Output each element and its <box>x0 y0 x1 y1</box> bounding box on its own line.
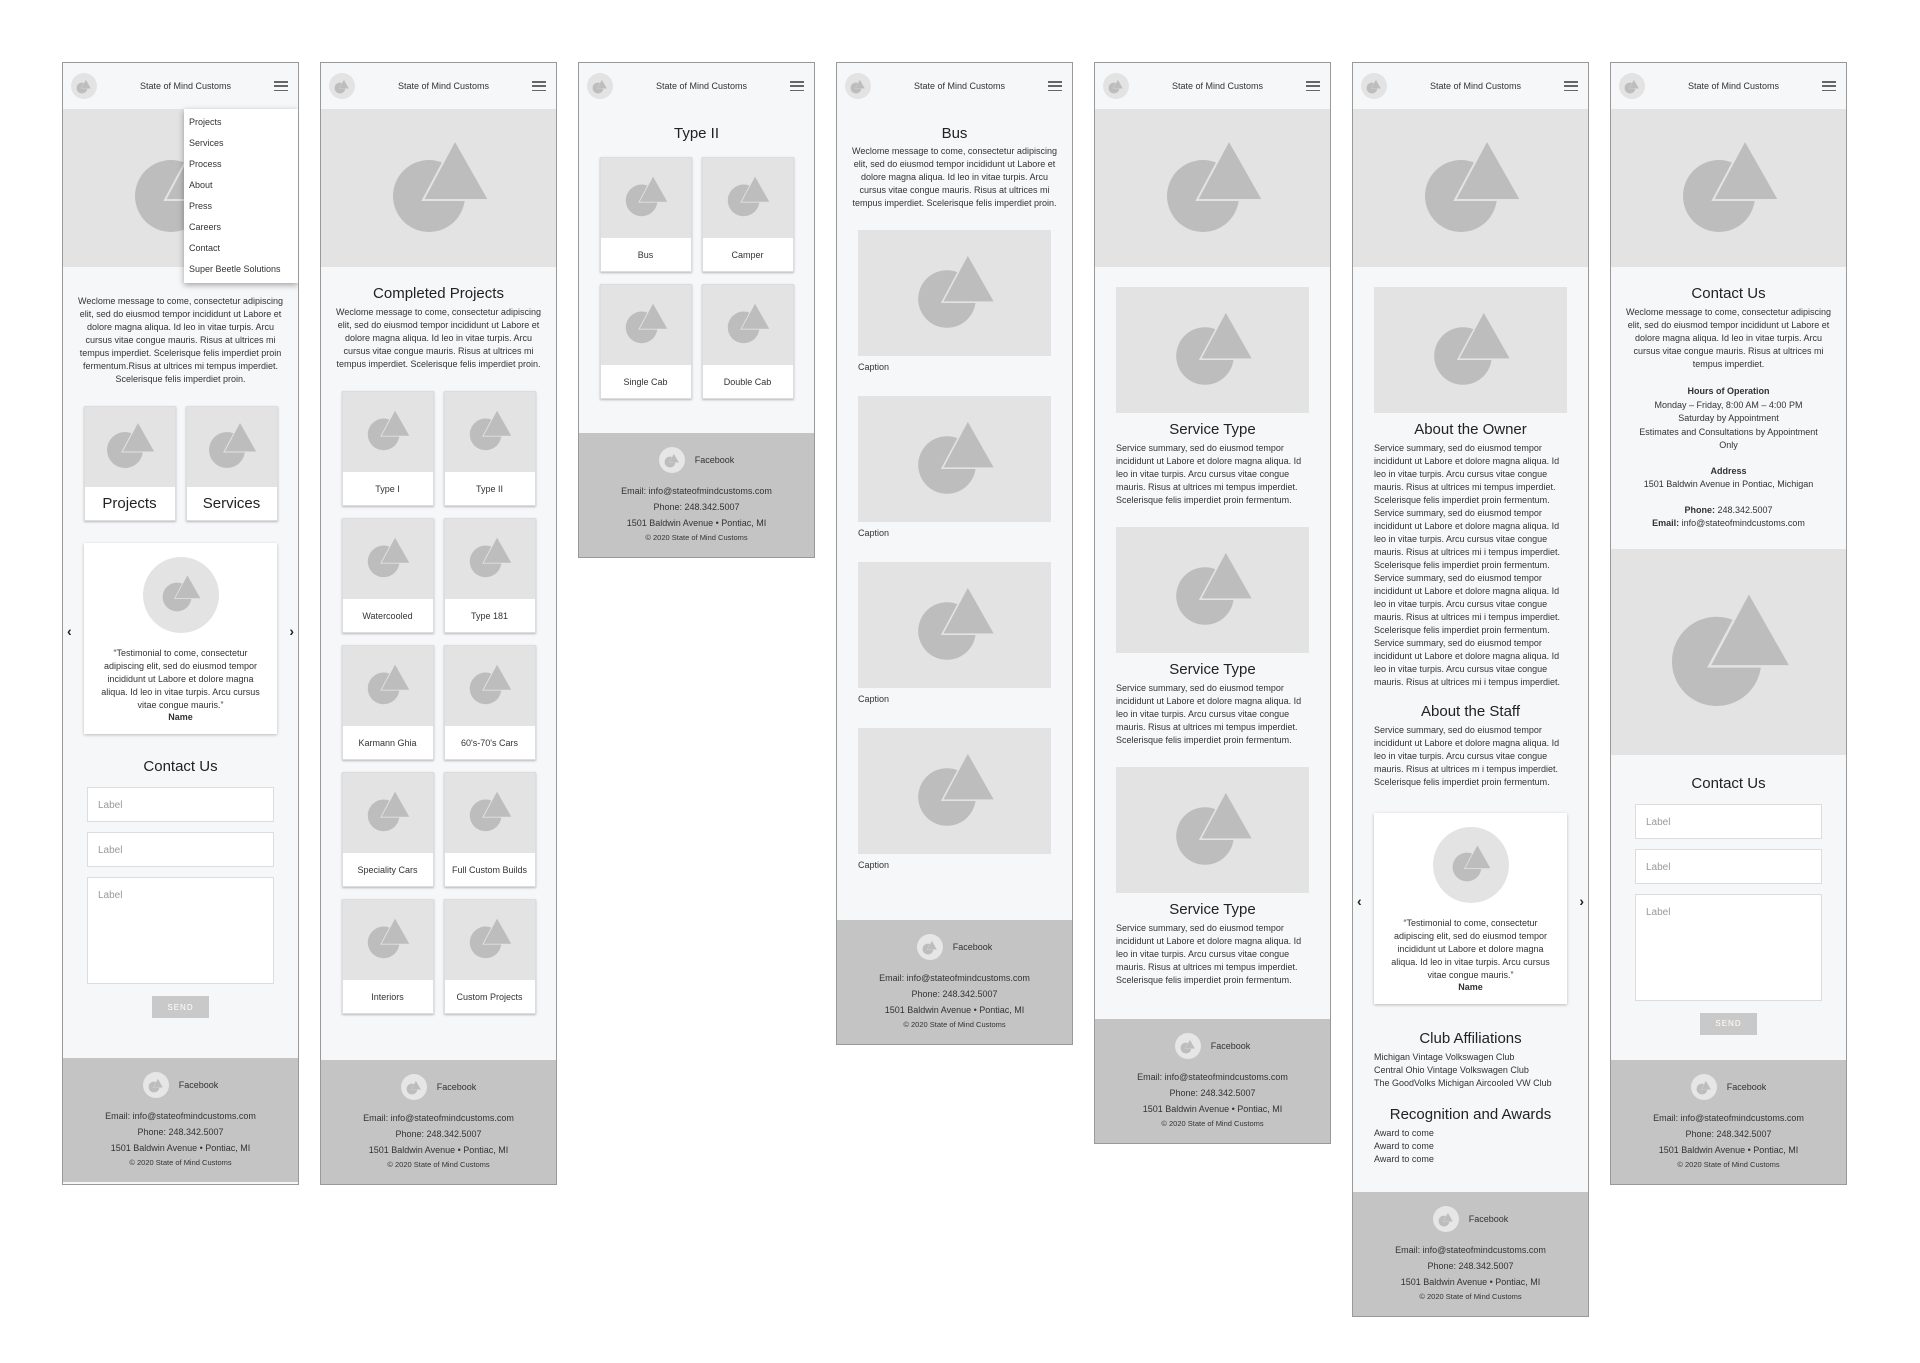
footer-copyright: © 2020 State of Mind Customs <box>1161 1119 1264 1128</box>
testimonial-card <box>84 543 277 734</box>
logo-icon[interactable] <box>845 73 871 99</box>
nav-item-contact[interactable]: Contact <box>189 243 221 253</box>
footer-email[interactable]: Email: info@stateofmindcustoms.com <box>1137 1072 1288 1082</box>
placeholder-image-icon <box>366 408 410 457</box>
facebook-link[interactable]: Facebook <box>178 1080 219 1090</box>
prev-arrow-icon[interactable]: ‹ <box>1357 893 1362 909</box>
facebook-link[interactable]: Facebook <box>1210 1041 1251 1051</box>
hamburger-menu-icon[interactable] <box>790 81 804 91</box>
placeholder-image-icon <box>1173 308 1253 393</box>
placeholder-image-icon <box>366 916 410 965</box>
placeholder-image-icon <box>915 251 995 336</box>
map-image <box>1611 549 1846 755</box>
project-card[interactable]: Karmann Ghia <box>342 645 434 760</box>
footer-address: 1501 Baldwin Avenue • Pontiac, MI <box>884 1005 1025 1015</box>
clubs-list <box>1353 1051 1588 1090</box>
club-item: Central Ohio Vintage Volkswagen Club <box>1374 1065 1529 1075</box>
awards-heading: Recognition and Awards <box>1389 1106 1552 1123</box>
project-card[interactable]: Full Custom Builds <box>444 772 536 887</box>
site-title: State of Mind Customs <box>655 81 748 91</box>
facebook-icon[interactable] <box>917 934 943 960</box>
nav-item-super-beetle[interactable]: Super Beetle Solutions <box>189 264 281 274</box>
intro-text: Weclome message to come, consectetur adipiscing elit, sed do eiusmod tempor incididunt ut Labore et dolore magna aliqua. Id leo in vitae turpis. Arcu cursus vitae congue mauris. Risus at ultrices mi tempus imperdiet. Scelerisque felis imperdiet proin. <box>336 307 541 369</box>
placeholder-image-icon <box>207 420 257 475</box>
nav-dropdown <box>184 109 298 283</box>
frame-projects <box>320 62 557 1185</box>
service-heading: Service Type <box>1169 421 1256 438</box>
placeholder-image-icon <box>1173 548 1253 633</box>
placeholder-image-icon <box>915 417 995 502</box>
footer-copyright: © 2020 State of Mind Customs <box>645 533 748 542</box>
hero-image <box>1611 109 1846 267</box>
facebook-icon[interactable] <box>1175 1033 1201 1059</box>
placeholder-image-icon <box>726 301 770 350</box>
frame-type-ii <box>578 62 815 558</box>
send-button[interactable]: SEND <box>152 996 209 1018</box>
next-arrow-icon[interactable]: › <box>289 623 294 639</box>
header <box>579 63 814 109</box>
footer-phone: Phone: 248.342.5007 <box>911 989 998 999</box>
service-heading: Service Type <box>1169 901 1256 918</box>
footer-email[interactable]: Email: info@stateofmindcustoms.com <box>363 1113 514 1123</box>
contact-heading: Contact Us <box>143 758 218 775</box>
owner-text: Service summary, sed do eiusmod tempor incididunt ut Labore et dolore magna aliqua. Id leo in vitae turpis. Arcu cursus vitae congue mauris. Risus at ultrices mi tempus imperdiet. Scelerisque felis imperdiet proin fermentum. Service summary, sed do eiusmod tempor incididunt ut Labore et dolore magna aliqua. Id leo in vitae turpis. Arcu cursus vitae congue mauris. Risus at ultrices mi i tempus imperdiet. Scelerisque felis imperdiet proin fermentum. Service summary, sed do eiusmod tempor incididunt ut Labore et dolore magna aliqua. Id leo in vitae turpis. Arcu cursus vitae congue mauris. Risus at ultrices mi i tempus imperdiet. Scelerisque felis imperdiet proin fermentum. Service summary, sed do eiusmod tempor incididunt ut Labore et dolore magna aliqua. Id leo in vitae turpis. Arcu cursus vitae congue mauris. Risus at ultrices mi i tempus imperdiet. <box>1374 443 1561 687</box>
project-card[interactable]: Watercooled <box>342 518 434 633</box>
nav-item-projects[interactable]: Projects <box>189 117 222 127</box>
image-caption: Caption <box>858 362 890 372</box>
placeholder-image-icon <box>468 916 512 965</box>
testimonial-name: Name <box>168 712 193 722</box>
hamburger-menu-icon[interactable] <box>532 81 546 91</box>
footer-copyright: © 2020 State of Mind Customs <box>387 1160 490 1169</box>
footer-address: 1501 Baldwin Avenue • Pontiac, MI <box>1400 1277 1541 1287</box>
header <box>1611 63 1846 109</box>
model-card[interactable]: Camper <box>702 157 794 272</box>
nav-item-about[interactable]: About <box>189 180 213 190</box>
site-title: State of Mind Customs <box>1687 81 1780 91</box>
site-title: State of Mind Customs <box>913 81 1006 91</box>
address-heading: Address <box>1710 465 1747 476</box>
page-title: Completed Projects <box>373 285 504 302</box>
header <box>837 63 1072 109</box>
contact-message-field[interactable]: Label <box>1635 894 1822 1001</box>
testimonial-text: “Testimonial to come, consectetur adipiscing elit, sed do eiusmod tempor incididunt ut Labore et dolore magna aliqua. Id leo in vitae turpis. Arcu cursus vitae congue mauris.” <box>1391 918 1550 980</box>
placeholder-image-icon <box>915 749 995 834</box>
project-card[interactable]: Custom Projects <box>444 899 536 1014</box>
intro-text: Weclome message to come, consectetur adipiscing elit, sed do eiusmod tempor incididunt ut Labore et dolore magna aliqua. Id leo in vitae turpis. Arcu cursus vitae congue mauris. Risus at ultrices mi tempus imperdiet. Scelerisque felis imperdiet proin. <box>852 146 1057 208</box>
gallery-image[interactable] <box>858 396 1051 522</box>
page-title: Bus <box>941 125 968 142</box>
hero-image <box>1095 109 1330 267</box>
placeholder-image-icon <box>1679 136 1779 241</box>
service-summary: Service summary, sed do eiusmod tempor incididunt ut Labore et dolore magna aliqua. Id leo in vitae turpis. Arcu cursus vitae congue mauris. Risus at ultrices mi tempus imperdiet. Scelerisque felis imperdiet proin fermentum. <box>1116 923 1302 985</box>
site-title: State of Mind Customs <box>397 81 490 91</box>
service-heading: Service Type <box>1169 661 1256 678</box>
project-card[interactable]: Type II <box>444 391 536 506</box>
footer <box>837 920 1072 1044</box>
service-image <box>1116 287 1309 413</box>
nav-item-process[interactable]: Process <box>189 159 222 169</box>
page-title: Type II <box>673 125 720 142</box>
placeholder-image-icon <box>468 408 512 457</box>
club-item: Michigan Vintage Volkswagen Club <box>1374 1052 1515 1062</box>
logo-icon[interactable] <box>1361 73 1387 99</box>
hours-heading: Hours of Operation <box>1687 386 1770 396</box>
placeholder-image-icon <box>726 174 770 223</box>
placeholder-image-icon <box>1451 843 1491 888</box>
services-card[interactable]: Services <box>186 406 278 521</box>
frame-bus <box>836 62 1073 1045</box>
testimonial-name: Name <box>1458 982 1483 992</box>
contact-field-1[interactable]: Label <box>87 787 274 822</box>
hero-image <box>321 109 556 267</box>
placeholder-image-icon <box>624 301 668 350</box>
owner-photo <box>1374 287 1567 413</box>
contact-field-2[interactable]: Label <box>87 832 274 867</box>
clubs-heading: Club Affiliations <box>1419 1030 1522 1047</box>
placeholder-image-icon <box>366 662 410 711</box>
footer <box>1095 1019 1330 1143</box>
placeholder-image-icon <box>915 583 995 668</box>
footer <box>1353 1192 1588 1316</box>
footer-phone: Phone: 248.342.5007 <box>1169 1088 1256 1098</box>
placeholder-image-icon <box>389 136 489 241</box>
placeholder-image-icon <box>468 662 512 711</box>
placeholder-image-icon <box>1163 136 1263 241</box>
footer-copyright: © 2020 State of Mind Customs <box>129 1158 232 1167</box>
staff-text: Service summary, sed do eiusmod tempor incididunt ut Labore et dolore magna aliqua. Id leo in vitae turpis. Arcu cursus vitae congue mauris. Risus at ultrices m i tempus imperdiet. Scelerisque felis imperdiet proin fermentum. <box>1374 725 1560 787</box>
placeholder-image-icon <box>468 535 512 584</box>
footer-address: 1501 Baldwin Avenue • Pontiac, MI <box>626 518 767 528</box>
facebook-icon[interactable] <box>1691 1074 1717 1100</box>
header <box>1095 63 1330 109</box>
address-block <box>1611 465 1846 492</box>
footer-email[interactable]: Email: info@stateofmindcustoms.com <box>879 973 1030 983</box>
footer <box>321 1060 556 1184</box>
footer-email[interactable]: Email: info@stateofmindcustoms.com <box>1653 1113 1804 1123</box>
footer <box>1611 1060 1846 1184</box>
award-item: Award to come <box>1374 1141 1434 1151</box>
hamburger-menu-icon[interactable] <box>1048 81 1062 91</box>
service-image <box>1116 767 1309 893</box>
footer-copyright: © 2020 State of Mind Customs <box>903 1020 1006 1029</box>
gallery-image[interactable] <box>858 562 1051 688</box>
facebook-icon[interactable] <box>143 1072 169 1098</box>
frame-home <box>62 62 299 1185</box>
awards-list <box>1353 1127 1588 1166</box>
site-title: State of Mind Customs <box>139 81 232 91</box>
gallery-image[interactable] <box>858 230 1051 356</box>
placeholder-image-icon <box>366 535 410 584</box>
contact-heading: Contact Us <box>1691 774 1766 792</box>
club-item: The GoodVolks Michigan Aircooled VW Club <box>1374 1078 1552 1088</box>
contact-field-1[interactable]: Label <box>1635 804 1822 839</box>
facebook-link[interactable]: Facebook <box>1468 1214 1509 1224</box>
phone-label: Phone: <box>1684 504 1715 515</box>
image-caption: Caption <box>858 860 890 870</box>
facebook-link[interactable]: Facebook <box>694 455 735 465</box>
project-card[interactable]: 60's-70's Cars <box>444 645 536 760</box>
footer-phone: Phone: 248.342.5007 <box>1427 1261 1514 1271</box>
hours-line: Saturday by Appointment <box>1678 413 1779 423</box>
facebook-link[interactable]: Facebook <box>436 1082 477 1092</box>
nav-item-careers[interactable]: Careers <box>189 222 222 232</box>
address-text: 1501 Baldwin Avenue in Pontiac, Michigan <box>1643 479 1814 489</box>
service-summary: Service summary, sed do eiusmod tempor incididunt ut Labore et dolore magna aliqua. Id leo in vitae turpis. Arcu cursus vitae congue mauris. Risus at ultrices mi tempus imperdiet. Scelerisque felis imperdiet proin fermentum. <box>1116 443 1302 505</box>
footer-address: 1501 Baldwin Avenue • Pontiac, MI <box>368 1145 509 1155</box>
welcome-text: Weclome message to come, consectetur adipiscing elit, sed do eiusmod tempor incididunt ut Labore et dolore magna aliqua. Id leo in vitae turpis. Arcu cursus vitae congue mauris. Risus at ultrices mi tempus imperdiet. Scelerisque felis imperdiet proin fermentum.Risus at ultrices mi tempus imperdiet. Scelerisque felis imperdiet proin. <box>78 296 283 384</box>
nav-item-services[interactable]: Services <box>189 138 224 148</box>
projects-grid <box>321 391 556 1014</box>
owner-heading: About the Owner <box>1414 421 1527 438</box>
site-title: State of Mind Customs <box>1429 81 1522 91</box>
placeholder-image-icon <box>366 789 410 838</box>
footer-copyright: © 2020 State of Mind Customs <box>1677 1160 1780 1169</box>
project-card[interactable]: Type I <box>342 391 434 506</box>
hours-block <box>1611 385 1846 453</box>
logo-icon[interactable] <box>1619 73 1645 99</box>
footer-phone: Phone: 248.342.5007 <box>395 1129 482 1139</box>
model-card[interactable]: Single Cab <box>600 284 692 399</box>
hamburger-menu-icon[interactable] <box>1822 81 1836 91</box>
header <box>321 63 556 109</box>
logo-icon[interactable] <box>71 73 97 99</box>
hamburger-menu-icon[interactable] <box>1564 81 1578 91</box>
logo-icon[interactable] <box>1103 73 1129 99</box>
facebook-icon[interactable] <box>659 447 685 473</box>
hero-image <box>1353 109 1588 267</box>
placeholder-image-icon <box>1431 308 1511 393</box>
project-card[interactable]: Speciality Cars <box>342 772 434 887</box>
phone-value[interactable]: 248.342.5007 <box>1717 504 1773 515</box>
logo-icon[interactable] <box>587 73 613 99</box>
footer-address: 1501 Baldwin Avenue • Pontiac, MI <box>1658 1145 1799 1155</box>
contact-field-2[interactable]: Label <box>1635 849 1822 884</box>
facebook-link[interactable]: Facebook <box>1726 1082 1767 1092</box>
footer-email[interactable]: Email: info@stateofmindcustoms.com <box>105 1111 256 1121</box>
footer-address: 1501 Baldwin Avenue • Pontiac, MI <box>1142 1104 1283 1114</box>
footer-copyright: © 2020 State of Mind Customs <box>1419 1292 1522 1301</box>
staff-heading: About the Staff <box>1421 703 1520 720</box>
facebook-link[interactable]: Facebook <box>952 942 993 952</box>
image-caption: Caption <box>858 528 890 538</box>
facebook-icon[interactable] <box>401 1074 427 1100</box>
award-item: Award to come <box>1374 1128 1434 1138</box>
header <box>63 63 298 109</box>
site-title: State of Mind Customs <box>1171 81 1264 91</box>
nav-item-press[interactable]: Press <box>189 201 213 211</box>
placeholder-image-icon <box>161 573 201 618</box>
page-title: Contact Us <box>1691 285 1766 302</box>
footer-email[interactable]: Email: info@stateofmindcustoms.com <box>621 486 772 496</box>
footer-phone: Phone: 248.342.5007 <box>653 502 740 512</box>
next-arrow-icon[interactable]: › <box>1579 893 1584 909</box>
hours-line: Monday – Friday, 8:00 AM – 4:00 PM <box>1654 399 1803 410</box>
gallery-image[interactable] <box>858 728 1051 854</box>
placeholder-image-icon <box>1421 136 1521 241</box>
projects-card[interactable]: Projects <box>84 406 176 521</box>
footer <box>579 433 814 557</box>
logo-icon[interactable] <box>329 73 355 99</box>
image-caption: Caption <box>858 694 890 704</box>
prev-arrow-icon[interactable]: ‹ <box>67 623 72 639</box>
testimonial-card <box>1374 813 1567 1004</box>
type-ii-grid <box>579 157 814 399</box>
hamburger-menu-icon[interactable] <box>1306 81 1320 91</box>
service-summary: Service summary, sed do eiusmod tempor incididunt ut Labore et dolore magna aliqua. Id leo in vitae turpis. Arcu cursus vitae congue mauris. Risus at ultrices mi tempus imperdiet. Scelerisque felis imperdiet proin fermentum. <box>1116 683 1302 745</box>
avatar <box>1433 827 1509 903</box>
footer-phone: Phone: 248.342.5007 <box>1685 1129 1772 1139</box>
project-card[interactable]: Interiors <box>342 899 434 1014</box>
footer <box>63 1058 298 1182</box>
placeholder-image-icon <box>1667 587 1791 716</box>
footer-phone: Phone: 248.342.5007 <box>137 1127 224 1137</box>
model-card[interactable]: Bus <box>600 157 692 272</box>
contact-message-field[interactable]: Label <box>87 877 274 984</box>
frame-contact <box>1610 62 1847 1185</box>
hamburger-menu-icon[interactable] <box>274 81 288 91</box>
footer-address: 1501 Baldwin Avenue • Pontiac, MI <box>110 1143 251 1153</box>
frame-about <box>1352 62 1589 1317</box>
placeholder-image-icon <box>105 420 155 475</box>
email-label: Email: <box>1652 518 1680 528</box>
home-cards <box>63 406 298 521</box>
header <box>1353 63 1588 109</box>
hours-line: Estimates and Consultations by Appointment Only <box>1639 426 1818 450</box>
award-item: Award to come <box>1374 1154 1434 1164</box>
placeholder-image-icon <box>624 174 668 223</box>
placeholder-image-icon <box>1173 788 1253 873</box>
contact-details <box>1611 504 1846 531</box>
avatar <box>143 557 219 633</box>
footer-email[interactable]: Email: info@stateofmindcustoms.com <box>1395 1245 1546 1255</box>
send-button[interactable]: SEND <box>1700 1013 1757 1035</box>
frame-services <box>1094 62 1331 1144</box>
email-value[interactable]: info@stateofmindcustoms.com <box>1681 518 1805 528</box>
service-image <box>1116 527 1309 653</box>
intro-text: Weclome message to come, consectetur adipiscing elit, sed do eiusmod tempor incididunt ut Labore et dolore magna aliqua. Id leo in vitae turpis. Arcu cursus vitae congue mauris. Risus at ultrices mi tempus imperdiet. <box>1626 307 1831 369</box>
project-card[interactable]: Type 181 <box>444 518 536 633</box>
model-card[interactable]: Double Cab <box>702 284 794 399</box>
testimonial-text: “Testimonial to come, consectetur adipiscing elit, sed do eiusmod tempor incididunt ut Labore et dolore magna aliqua. Id leo in vitae turpis. Arcu cursus vitae congue mauris.” <box>101 648 260 710</box>
facebook-icon[interactable] <box>1433 1206 1459 1232</box>
placeholder-image-icon <box>468 789 512 838</box>
